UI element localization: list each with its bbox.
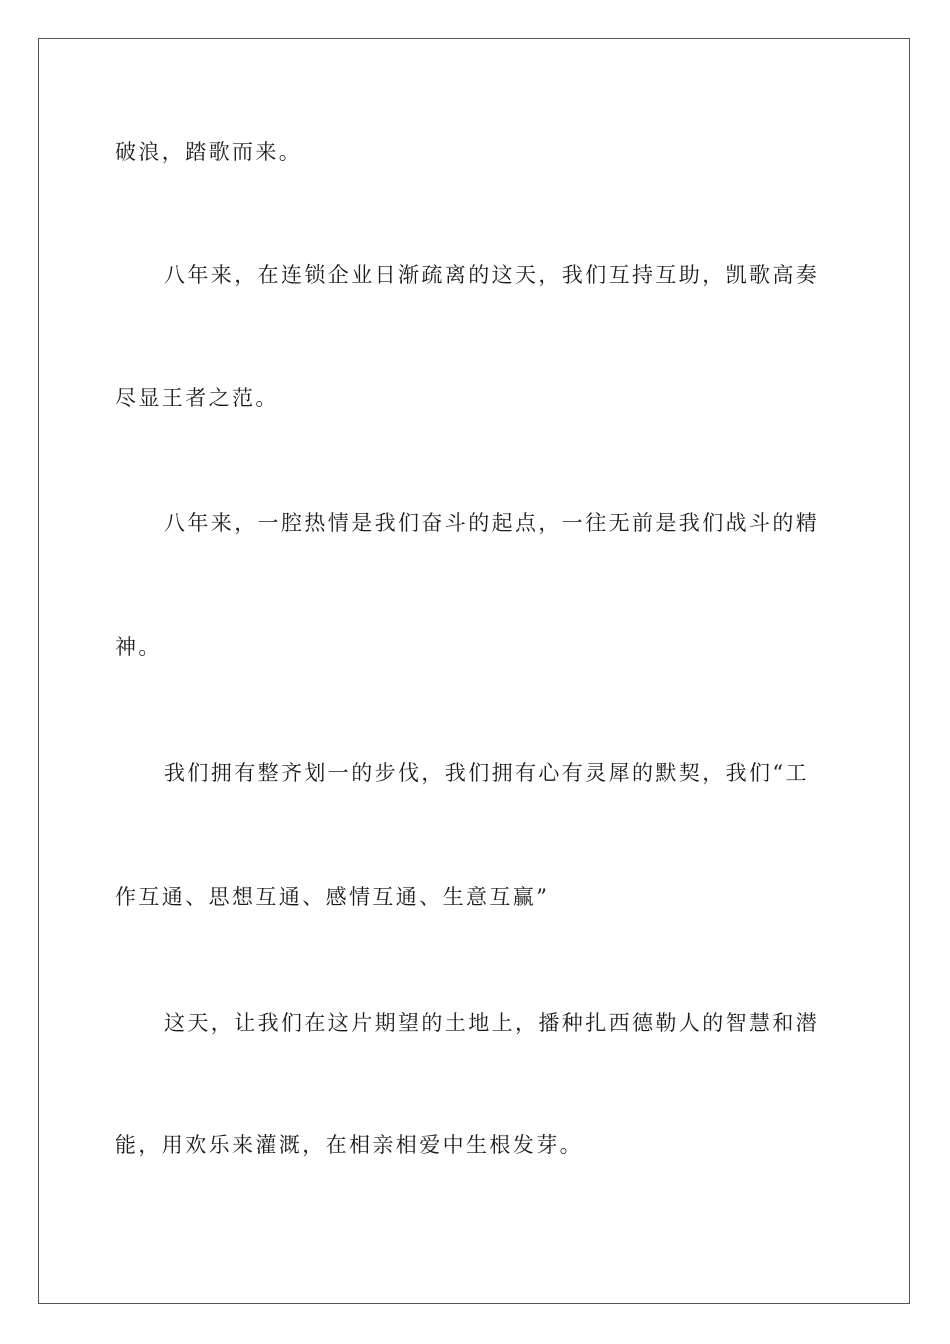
paragraph-first-line: 八年来，一腔热情是我们奋斗的起点，一往无前是我们战斗的精	[164, 511, 820, 535]
paragraph-first-line: 这天，让我们在这片期望的土地上，播种扎西德勒人的智慧和潜	[164, 1011, 820, 1035]
page-border	[38, 38, 910, 1304]
text-line: 能，用欢乐来灌溉，在相亲相爱中生根发芽。	[115, 1133, 583, 1157]
text-line: 尽显王者之范。	[115, 386, 279, 410]
paragraph-first-line: 我们拥有整齐划一的步伐，我们拥有心有灵犀的默契，我们“工	[164, 761, 809, 785]
text-line: 作互通、思想互通、感情互通、生意互赢”	[115, 885, 550, 909]
text-line: 神。	[115, 635, 162, 659]
paragraph-first-line: 八年来，在连锁企业日渐疏离的这天，我们互持互助，凯歌高奏	[164, 263, 820, 287]
text-line: 破浪，踏歌而来。	[115, 140, 303, 164]
